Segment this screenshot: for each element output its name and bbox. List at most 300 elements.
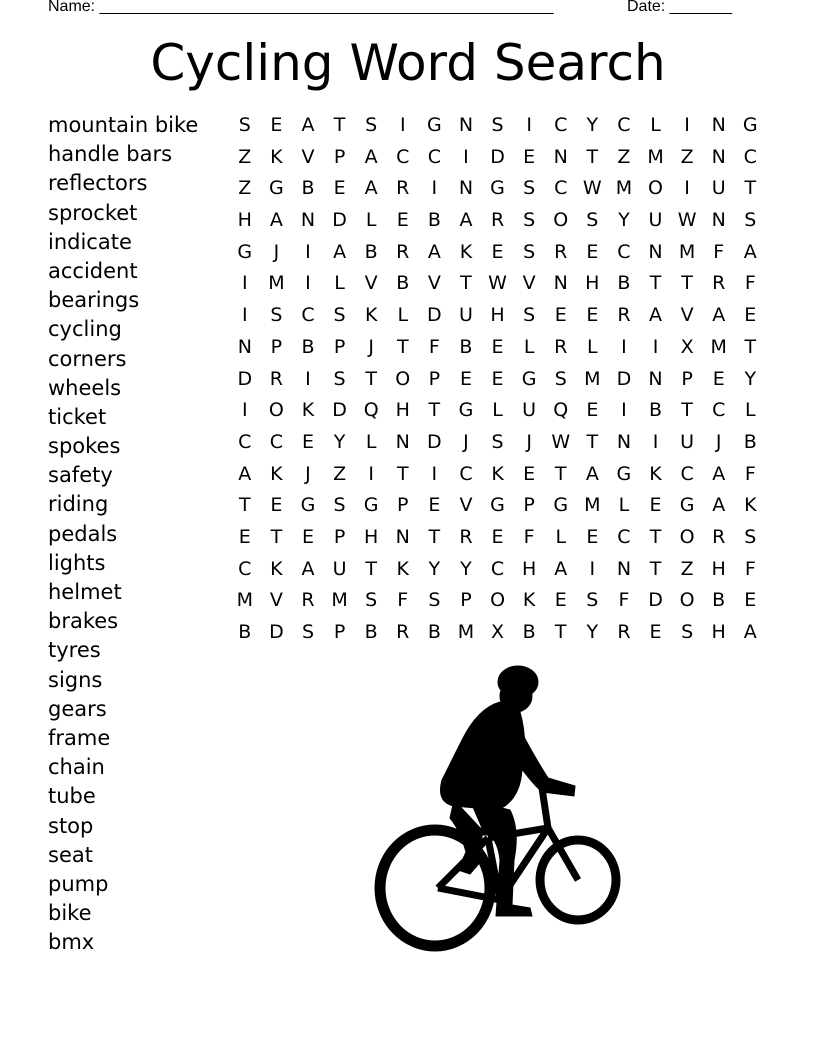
grid-letter: L: [365, 430, 377, 453]
grid-letter: H: [237, 209, 252, 232]
grid-letter: N: [395, 525, 410, 548]
grid-letter: C: [680, 462, 694, 485]
grid-letter: J: [273, 240, 280, 263]
word-list-item: lights: [48, 550, 106, 575]
grid-letter: V: [680, 304, 694, 327]
grid-letter: E: [459, 367, 472, 390]
grid-letter: N: [711, 145, 726, 168]
grid-letter: S: [365, 589, 378, 612]
word-list-item: bearings: [48, 288, 140, 313]
grid-letter: K: [522, 589, 536, 612]
grid-letter: K: [364, 304, 378, 327]
grid-letter: Z: [617, 145, 631, 168]
grid-letter: Z: [333, 462, 347, 485]
grid-letter: S: [523, 240, 536, 263]
grid-letter: D: [332, 399, 347, 422]
grid-letter: L: [555, 525, 567, 548]
grid-letter: I: [305, 367, 311, 390]
grid-letter: G: [679, 494, 695, 517]
grid-letter: N: [300, 209, 316, 232]
grid-letter: P: [333, 335, 346, 358]
grid-letter: B: [427, 621, 441, 643]
grid-letter: F: [744, 557, 756, 580]
grid-letter: C: [743, 145, 757, 168]
grid-letter: L: [523, 335, 535, 358]
grid-letter: P: [428, 367, 441, 390]
grid-letter: G: [742, 114, 758, 136]
grid-letter: K: [301, 399, 315, 422]
grid-letter: W: [677, 209, 697, 232]
grid-letter: T: [649, 272, 662, 295]
date-blank: _______: [669, 0, 732, 15]
grid-letter: M: [615, 177, 633, 200]
grid-letter: I: [652, 335, 659, 358]
grid-letter: B: [427, 209, 441, 232]
grid-letter: G: [553, 494, 569, 517]
date-label: Date:: [627, 0, 666, 15]
word-list-item: signs: [48, 667, 103, 692]
grid-letter: O: [490, 589, 506, 612]
grid-letter: T: [365, 557, 377, 580]
grid-letter: M: [678, 240, 696, 263]
grid-letter: E: [554, 304, 567, 327]
grid-letter: E: [491, 335, 504, 358]
grid-letter: I: [431, 462, 438, 485]
grid-letter: S: [744, 209, 757, 232]
grid-letter: Y: [586, 621, 599, 643]
grid-letter: U: [332, 557, 347, 580]
grid-letter: C: [617, 240, 631, 263]
grid-letter: A: [585, 462, 599, 485]
grid-letter: R: [617, 304, 631, 327]
grid-letter: N: [395, 430, 410, 453]
grid-letter: G: [237, 240, 253, 263]
word-list-item: bmx: [48, 930, 95, 955]
grid-letter: H: [490, 304, 505, 327]
grid-letter: F: [713, 240, 725, 263]
grid-letter: M: [584, 494, 601, 517]
grid-letter: A: [554, 557, 568, 580]
grid-letter: Z: [238, 145, 252, 168]
grid-letter: S: [365, 114, 378, 136]
grid-letter: U: [680, 430, 695, 453]
grid-letter: D: [648, 589, 663, 612]
grid-letter: B: [648, 399, 663, 422]
grid-letter: L: [650, 114, 661, 136]
grid-letter: X: [491, 621, 505, 643]
grid-letter: R: [554, 335, 568, 358]
grid-letter: J: [368, 335, 374, 358]
grid-letter: S: [554, 367, 567, 390]
grid-letter: O: [648, 177, 663, 200]
grid-letter: P: [460, 589, 472, 612]
grid-letter: S: [523, 209, 536, 232]
grid-letter: J: [715, 430, 722, 453]
grid-letter: B: [301, 177, 315, 200]
grid-letter: N: [616, 430, 632, 453]
grid-letter: L: [745, 399, 756, 422]
grid-letter: K: [270, 462, 283, 485]
grid-letter: B: [522, 621, 536, 643]
grid-letter: E: [744, 304, 757, 327]
grid-letter: U: [522, 399, 537, 422]
grid-letter: P: [270, 335, 283, 358]
grid-letter: S: [491, 430, 504, 453]
grid-letter: E: [523, 462, 536, 485]
grid-letter: P: [333, 145, 346, 168]
grid-letter: D: [490, 145, 505, 168]
grid-letter: Y: [333, 430, 346, 453]
grid-letter: M: [647, 145, 664, 168]
grid-letter: P: [333, 621, 346, 643]
grid-letter: E: [586, 399, 599, 422]
grid-letter: P: [681, 367, 693, 390]
grid-letter: A: [364, 145, 378, 168]
grid-letter: R: [459, 525, 473, 548]
grid-letter: I: [621, 335, 627, 358]
grid-letter: K: [396, 557, 409, 580]
grid-letter: E: [491, 367, 504, 390]
grid-letter: I: [589, 557, 596, 580]
grid-letter: H: [395, 399, 410, 422]
word-list-item: ticket: [48, 404, 107, 429]
grid-letter: O: [679, 589, 695, 612]
grid-letter: E: [554, 589, 567, 612]
grid-letter: S: [586, 589, 599, 612]
word-list-item: brakes: [48, 609, 119, 634]
grid-letter: A: [743, 240, 757, 263]
grid-letter: T: [460, 272, 472, 295]
word-list-item: gears: [48, 696, 107, 721]
grid-letter: Z: [680, 557, 694, 580]
grid-letter: W: [551, 430, 571, 453]
grid-letter: T: [554, 462, 567, 485]
grid-letter: A: [459, 209, 473, 232]
grid-letter: F: [428, 335, 440, 358]
grid-letter: T: [586, 145, 599, 168]
grid-letter: I: [431, 177, 438, 200]
grid-letter: B: [396, 272, 410, 295]
grid-letter: O: [395, 367, 411, 390]
grid-letter: S: [491, 114, 504, 136]
grid-letter: B: [743, 430, 757, 453]
cyclist-silhouette-icon: [370, 660, 630, 960]
grid-letter: A: [364, 177, 378, 200]
grid-letter: E: [491, 525, 504, 548]
grid-letter: A: [269, 209, 283, 232]
grid-letter: S: [428, 589, 441, 612]
grid-letter: E: [301, 430, 314, 453]
grid-letter: I: [305, 272, 311, 295]
grid-letter: T: [744, 177, 757, 200]
word-list-item: reflectors: [48, 171, 148, 196]
grid-letter: F: [523, 525, 535, 548]
grid-letter: R: [301, 589, 315, 612]
grid-letter: O: [679, 525, 695, 548]
word-list-item: tyres: [48, 638, 101, 663]
grid-letter: E: [491, 240, 504, 263]
grid-letter: S: [301, 621, 315, 643]
grid-letter: B: [301, 335, 315, 358]
grid-letter: R: [269, 367, 283, 390]
grid-letter: T: [681, 272, 693, 295]
grid-letter: E: [301, 525, 314, 548]
grid-letter: G: [269, 177, 284, 200]
grid-letter: S: [333, 494, 346, 517]
grid-letter: I: [526, 114, 532, 136]
grid-letter: L: [365, 209, 377, 232]
grid-letter: I: [305, 240, 311, 263]
word-list-item: tube: [48, 784, 96, 809]
grid-letter: M: [457, 621, 475, 643]
grid-letter: M: [710, 335, 727, 358]
grid-letter: L: [587, 335, 598, 358]
word-list-item: seat: [48, 842, 93, 867]
grid-letter: L: [334, 272, 345, 295]
grid-letter: A: [427, 240, 441, 263]
grid-letter: S: [744, 525, 757, 548]
grid-letter: E: [523, 145, 536, 168]
grid-letter: G: [458, 399, 474, 422]
grid-letter: P: [333, 525, 346, 548]
grid-letter: K: [744, 494, 757, 517]
grid-letter: K: [491, 462, 504, 485]
grid-letter: I: [684, 114, 690, 136]
grid-letter: M: [331, 589, 348, 612]
grid-letter: N: [711, 114, 726, 136]
grid-letter: F: [618, 589, 630, 612]
grid-letter: K: [459, 240, 473, 263]
grid-letter: I: [652, 430, 659, 453]
grid-letter: B: [364, 621, 378, 643]
name-label: Name:: [48, 0, 96, 15]
grid-letter: E: [396, 209, 409, 232]
word-list-item: helmet: [48, 580, 122, 604]
grid-letter: C: [459, 462, 473, 485]
word-list-item: cycling: [48, 317, 122, 342]
grid-letter: C: [238, 430, 252, 453]
grid-letter: T: [586, 430, 599, 453]
grid-letter: Q: [553, 399, 569, 422]
grid-letter: G: [363, 494, 379, 517]
grid-letter: C: [490, 557, 505, 580]
grid-letter: R: [396, 177, 410, 200]
grid-letter: E: [333, 177, 346, 200]
grid-letter: A: [649, 304, 663, 327]
grid-letter: I: [368, 462, 374, 485]
grid-letter: I: [241, 304, 248, 327]
grid-letter: U: [648, 209, 663, 232]
grid-letter: E: [428, 494, 441, 517]
grid-letter: P: [397, 494, 409, 517]
grid-letter: U: [711, 177, 726, 200]
grid-letter: I: [684, 177, 690, 200]
word-list-item: wheels: [48, 375, 122, 400]
word-list-item: accident: [48, 258, 138, 283]
grid-letter: C: [617, 114, 631, 136]
word-list-item: chain: [48, 755, 105, 780]
grid-letter: A: [712, 304, 726, 327]
word-list-item: mountain bike: [48, 113, 199, 137]
grid-letter: V: [522, 272, 536, 295]
grid-letter: A: [712, 462, 726, 485]
grid-letter: R: [396, 240, 410, 263]
grid-letter: T: [428, 399, 441, 422]
grid-letter: B: [617, 272, 631, 295]
grid-letter: E: [586, 525, 599, 548]
grid-letter: E: [270, 114, 283, 136]
grid-letter: Z: [238, 177, 252, 200]
grid-letter: C: [238, 557, 252, 580]
word-list-item: corners: [48, 346, 127, 371]
grid-letter: I: [241, 272, 248, 295]
grid-letter: T: [428, 525, 441, 548]
grid-letter: D: [427, 430, 442, 453]
grid-letter: C: [554, 114, 568, 136]
grid-letter: C: [269, 430, 284, 453]
grid-letter: R: [396, 621, 410, 643]
grid-letter: B: [712, 589, 726, 612]
grid-letter: T: [396, 335, 409, 358]
grid-letter: A: [743, 621, 757, 643]
grid-letter: D: [269, 621, 284, 643]
grid-letter: M: [268, 272, 285, 295]
grid-letter: V: [427, 272, 441, 295]
grid-letter: T: [333, 114, 346, 136]
grid-letter: E: [649, 621, 662, 643]
grid-letter: E: [712, 367, 725, 390]
word-list-item: bike: [48, 901, 92, 926]
grid-letter: G: [490, 177, 505, 200]
name-field: [48, 0, 553, 16]
grid-letter: R: [712, 272, 726, 295]
grid-letter: E: [270, 494, 283, 517]
grid-letter: G: [616, 462, 632, 485]
grid-letter: R: [554, 240, 568, 263]
grid-letter: S: [270, 304, 283, 327]
grid-letter: N: [648, 240, 663, 263]
grid-letter: A: [301, 114, 315, 136]
grid-letter: M: [236, 589, 253, 612]
grid-letter: X: [680, 335, 694, 358]
grid-letter: E: [744, 589, 757, 612]
grid-letter: U: [458, 304, 473, 327]
letter-grid: [229, 110, 766, 649]
grid-letter: Y: [428, 557, 441, 580]
grid-letter: I: [621, 399, 627, 422]
grid-letter: S: [523, 304, 536, 327]
grid-letter: L: [618, 494, 630, 517]
grid-letter: Y: [618, 209, 630, 232]
page-title: Cycling Word Search: [150, 34, 666, 92]
grid-letter: N: [237, 335, 252, 358]
grid-letter: G: [426, 114, 442, 136]
grid-letter: A: [712, 494, 726, 517]
grid-letter: G: [300, 494, 316, 517]
grid-letter: L: [397, 304, 409, 327]
grid-letter: L: [492, 399, 503, 422]
word-list-item: indicate: [48, 229, 132, 254]
grid-letter: G: [490, 494, 505, 517]
grid-letter: N: [648, 367, 663, 390]
grid-letter: K: [649, 462, 662, 485]
grid-letter: H: [521, 557, 537, 580]
grid-letter: T: [744, 335, 757, 358]
word-list-item: safety: [48, 463, 113, 488]
grid-letter: T: [365, 367, 377, 390]
grid-letter: P: [523, 494, 535, 517]
grid-letter: E: [238, 525, 251, 548]
grid-letter: N: [553, 272, 568, 295]
grid-letter: V: [301, 145, 315, 168]
grid-letter: R: [490, 209, 505, 232]
grid-letter: J: [463, 430, 469, 453]
grid-letter: Y: [744, 367, 757, 390]
grid-letter: N: [711, 209, 726, 232]
grid-letter: O: [553, 209, 569, 232]
grid-letter: S: [586, 209, 599, 232]
grid-letter: A: [301, 557, 315, 580]
grid-letter: R: [617, 621, 631, 643]
grid-letter: T: [270, 525, 283, 548]
grid-letter: B: [238, 621, 252, 643]
grid-letter: D: [616, 367, 632, 390]
grid-letter: H: [585, 272, 600, 295]
grid-letter: T: [649, 525, 662, 548]
grid-letter: S: [333, 367, 346, 390]
grid-letter: Y: [460, 557, 472, 580]
grid-letter: S: [333, 304, 346, 327]
grid-letter: V: [364, 272, 378, 295]
grid-letter: N: [458, 177, 474, 200]
grid-letter: W: [582, 177, 602, 200]
grid-letter: Z: [680, 145, 694, 168]
word-list-item: handle bars: [48, 142, 173, 167]
grid-letter: T: [681, 399, 693, 422]
word-list: [48, 111, 198, 957]
word-list-item: stop: [48, 813, 94, 838]
grid-letter: B: [459, 335, 473, 358]
grid-letter: N: [553, 145, 568, 168]
grid-letter: D: [332, 209, 347, 232]
date-field: [627, 0, 732, 16]
grid-letter: R: [712, 525, 726, 548]
word-list-item: sprocket: [48, 200, 138, 225]
grid-letter: D: [237, 367, 253, 390]
grid-letter: W: [488, 272, 507, 295]
grid-letter: T: [396, 462, 409, 485]
grid-letter: H: [364, 525, 379, 548]
grid-letter: I: [463, 145, 469, 168]
name-blank: ___________________________________________________: [99, 0, 554, 15]
grid-letter: S: [523, 177, 536, 200]
grid-letter: I: [241, 399, 248, 422]
grid-letter: A: [238, 462, 252, 485]
grid-letter: Y: [586, 114, 599, 136]
grid-letter: T: [649, 557, 662, 580]
grid-letter: V: [459, 494, 473, 517]
grid-letter: O: [268, 399, 284, 422]
grid-letter: S: [238, 114, 251, 136]
grid-letter: K: [270, 145, 283, 168]
word-list-item: riding: [48, 492, 109, 517]
grid-letter: S: [681, 621, 694, 643]
grid-letter: C: [712, 399, 726, 422]
grid-letter: N: [616, 557, 632, 580]
grid-letter: B: [364, 240, 378, 263]
grid-letter: M: [584, 367, 601, 390]
grid-letter: E: [586, 240, 599, 263]
